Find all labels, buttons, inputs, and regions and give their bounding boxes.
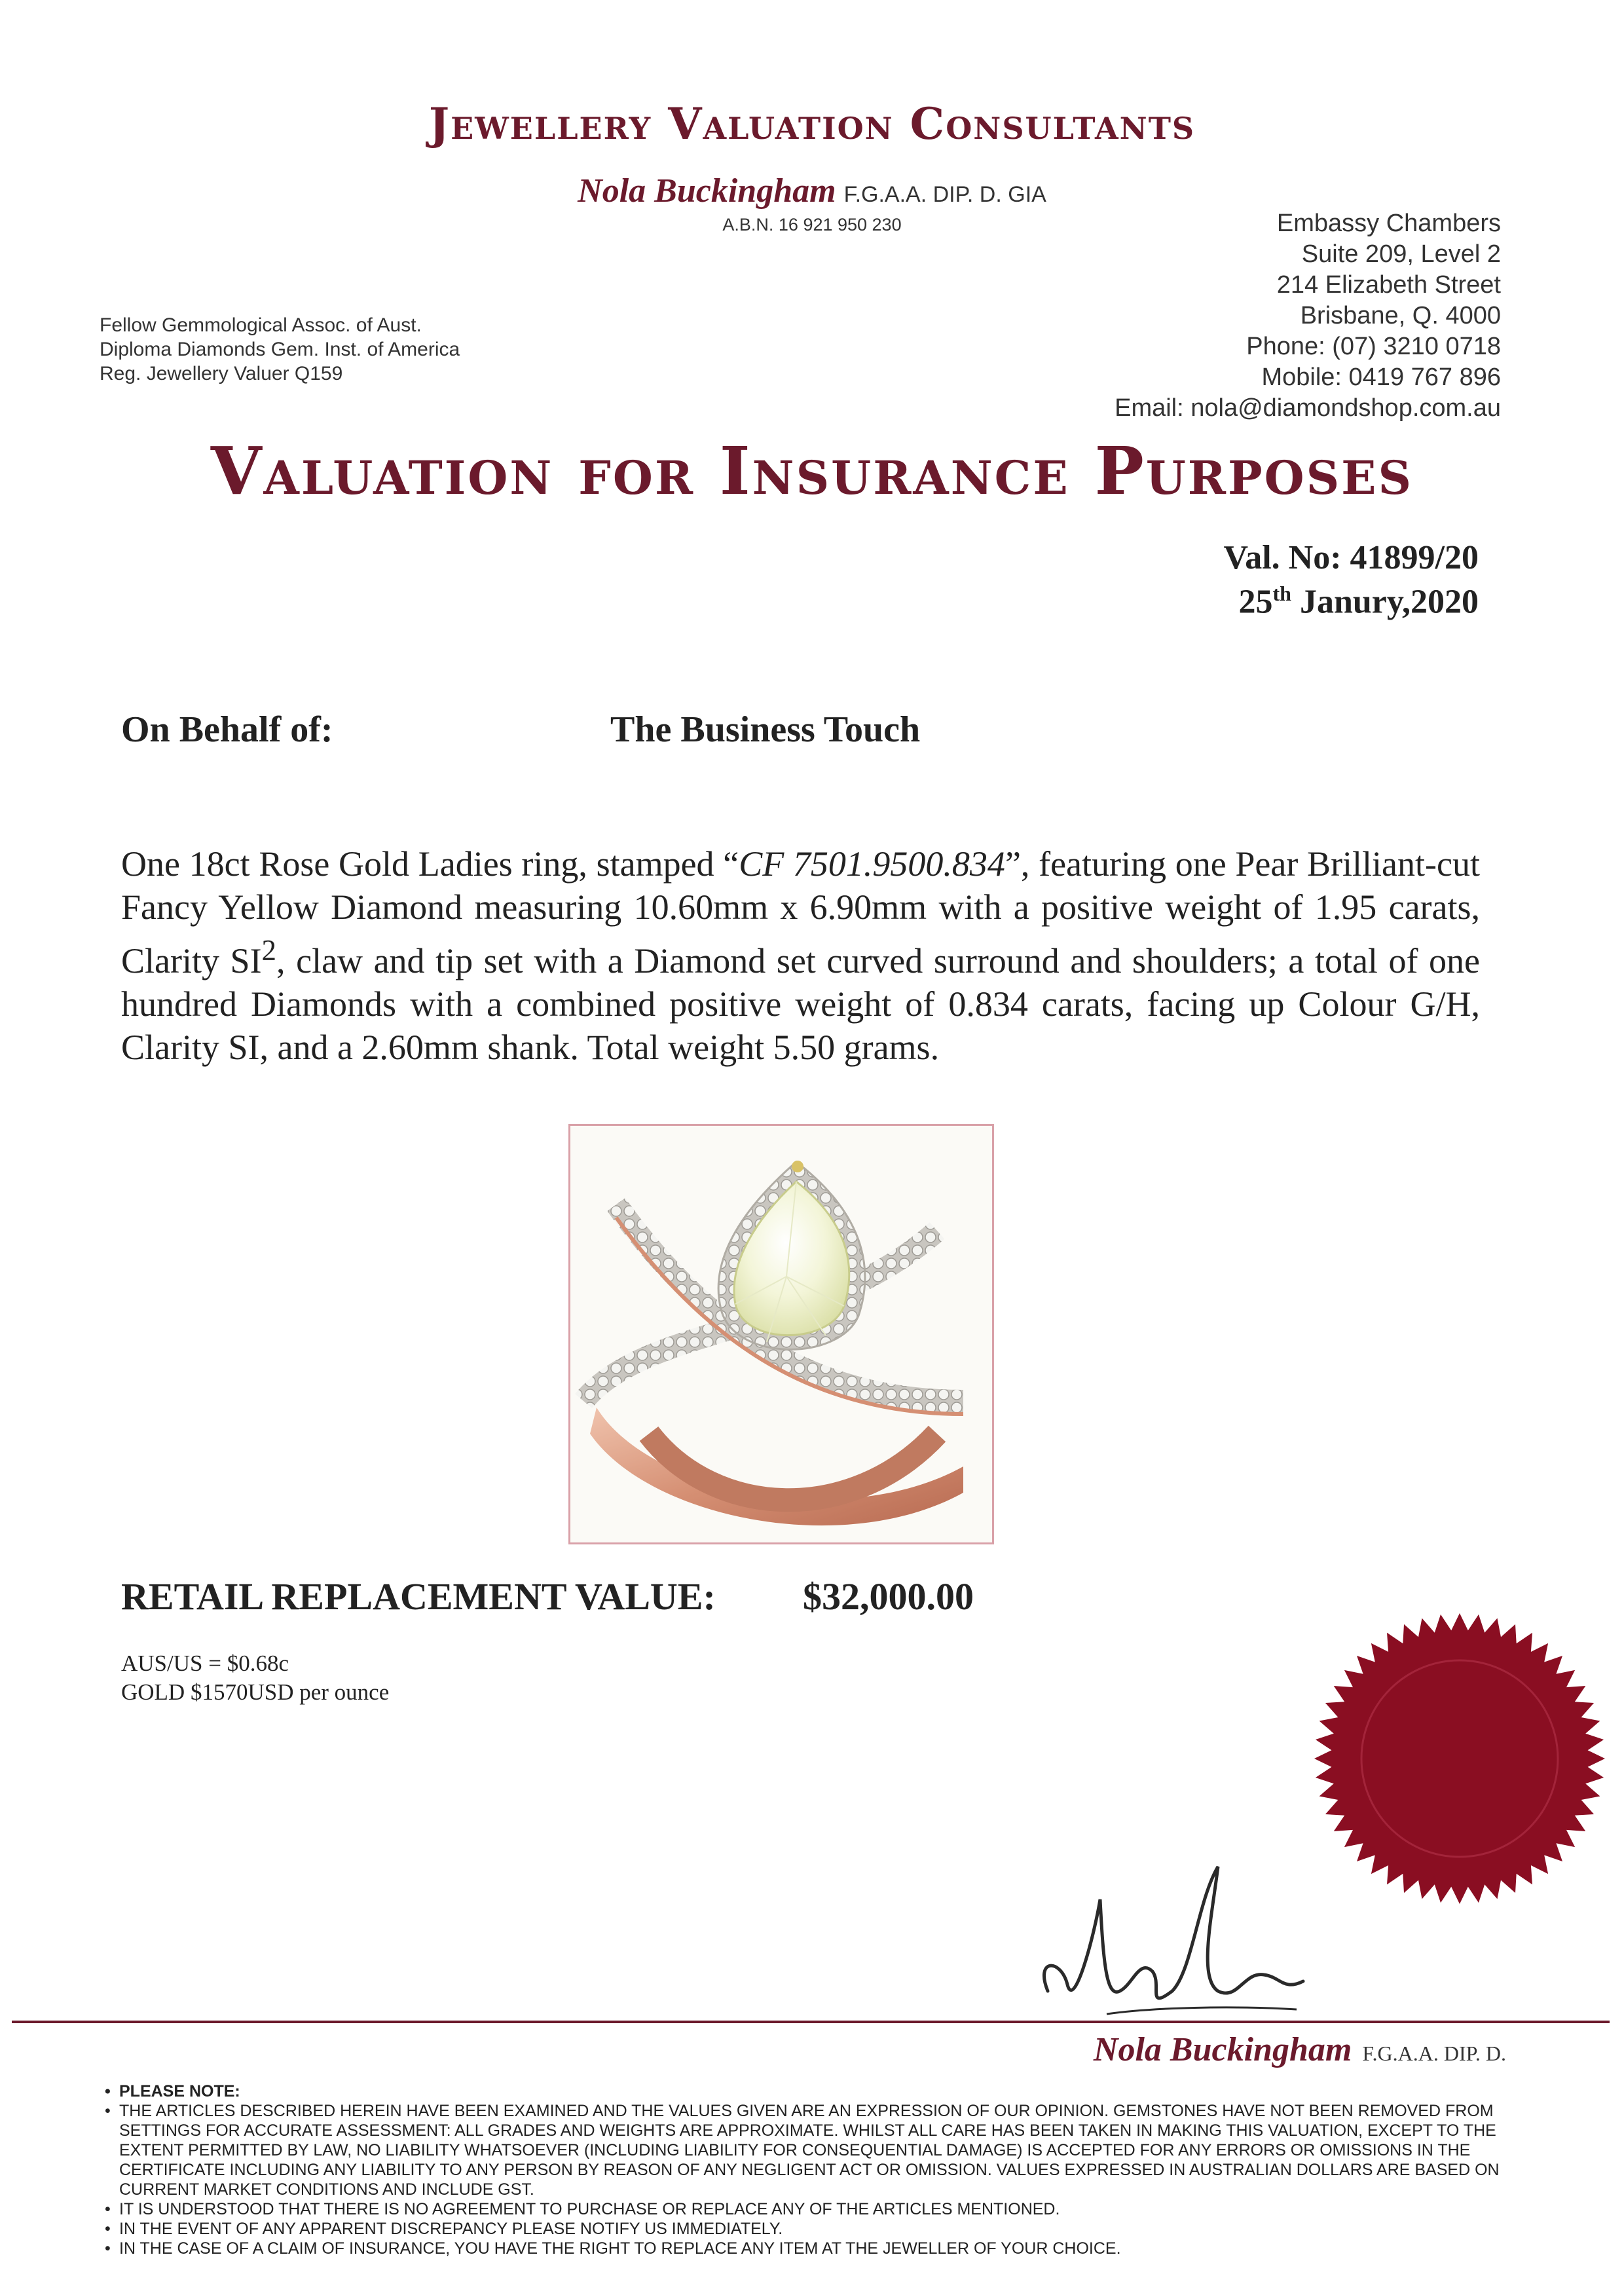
qualifications-block: [100, 313, 460, 386]
note-item: • IT IS UNDERSTOOD THAT THERE IS NO AGREEMENT TO PURCHASE OR REPLACE ANY OF THE ARTICLES MENTIONED.: [105, 2199, 1513, 2219]
address-mobile: Mobile: 0419 767 896: [1261, 364, 1501, 391]
address-building: Embassy Chambers: [1276, 210, 1501, 237]
address-suite: Suite 209, Level 2: [1301, 240, 1501, 268]
wax-seal-icon: [1312, 1611, 1607, 1906]
signer-name: Nola Buckingham: [1093, 2031, 1352, 2068]
note-item: • IN THE CASE OF A CLAIM OF INSURANCE, YOU HAVE THE RIGHT TO REPLACE ANY ITEM AT THE JEWELLER OF YOUR CHOICE.: [105, 2239, 1513, 2258]
qualification-line: Fellow Gemmological Assoc. of Aust.: [100, 314, 422, 336]
disclaimer-notes: [105, 2081, 1513, 2258]
qualification-line: Reg. Jewellery Valuer Q159: [100, 363, 343, 384]
address-email[interactable]: Email: nola@diamondshop.com.au: [1115, 394, 1501, 422]
retail-value-label: RETAIL REPLACEMENT VALUE:: [121, 1575, 716, 1618]
footer-divider: [12, 2021, 1610, 2023]
gold-price: GOLD $1570USD per ounce: [121, 1679, 390, 1705]
notes-heading: • PLEASE NOTE:: [105, 2081, 1513, 2101]
qualification-line: Diploma Diamonds Gem. Inst. of America: [100, 339, 460, 360]
date-month-year: Janury,2020: [1291, 583, 1479, 621]
valuer-qualifications: F.G.A.A. DIP. D. GIA: [843, 182, 1046, 207]
valuation-number: Val. No: 41899/20: [1223, 539, 1479, 576]
clarity-superscript: 2: [261, 934, 277, 967]
date-day: 25: [1238, 583, 1273, 621]
valuation-date: [1238, 582, 1479, 621]
item-description: [121, 842, 1480, 1069]
document-title: Valuation for Insurance Purposes: [210, 432, 1414, 510]
ring-photo: [568, 1124, 994, 1544]
on-behalf-label: On Behalf of:: [121, 709, 333, 750]
note-item: • THE ARTICLES DESCRIBED HEREIN HAVE BEEN EXAMINED AND THE VALUES GIVEN ARE AN EXPRESSION OF OUR OPINION. GEMSTONES HAVE NOT BEEN REMOVED FROM SETTINGS FOR ACCURATE ASSESSMENT: ALL GRADES AND WEIGHTS ARE APPROXIMATE. WHILST ALL CARE HAS BEEN TAKEN IN MAKING THIS VALUATION, EXCEPT TO THE EXTENT PERMITTED BY LAW, NO LIABILITY WHATSOEVER (INCLUDING LIABILITY FOR CONSEQUENTIAL DAMAGE) IS ACCEPTED FOR ANY ERRORS OR OMISSIONS IN THE CERTIFICATE INCLUDING ANY LIABILITY TO ANY PERSON BY REASON OF ANY NEGLIGENT ACT OR OMISSION. VALUES EXPRESSED IN AUSTRALIAN DOLLARS ARE BASED ON CURRENT MARKET CONDITIONS AND INCLUDE GST.: [105, 2101, 1513, 2199]
exchange-rate: AUS/US = $0.68c: [121, 1651, 289, 1676]
description-text: , claw and tip set with a Diamond set curved surround and shoulders; a total of one hundred Diamonds with a combined positive weight of 0.834 carats, facing up Colour G/H, Clarity SI, and a 2.60mm shank. Total weight 5.50 grams.: [121, 941, 1480, 1067]
date-suffix: th: [1272, 582, 1291, 605]
address-block: [1115, 208, 1501, 424]
stamp-code: CF 7501.9500.834: [739, 844, 1005, 884]
valuer-line: [0, 172, 1624, 210]
ring-illustration: [570, 1126, 992, 1542]
seal-body: [1314, 1613, 1605, 1904]
description-text: One 18ct Rose Gold Ladies ring, stamped “: [121, 844, 739, 884]
note-item: • IN THE EVENT OF ANY APPARENT DISCREPANCY PLEASE NOTIFY US IMMEDIATELY.: [105, 2219, 1513, 2239]
address-street: 214 Elizabeth Street: [1276, 271, 1501, 299]
address-phone: Phone: (07) 3210 0718: [1246, 333, 1501, 360]
signature-icon: [1022, 1860, 1323, 2030]
signer-qualifications: F.G.A.A. DIP. D.: [1362, 2042, 1506, 2065]
abn-number: A.B.N. 16 921 950 230: [722, 215, 902, 234]
address-city: Brisbane, Q. 4000: [1300, 302, 1501, 329]
signer-line: [1094, 2030, 1506, 2069]
client-name: The Business Touch: [610, 709, 921, 750]
description-text: ”, featuring one Pear Brilliant-cut Fancy Yellow Diamond measuring 10.60mm x 6.90mm with a positive weight of 1.95 carats, Clarity SI: [121, 844, 1480, 980]
retail-value-amount: $32,000.00: [803, 1575, 974, 1618]
valuer-name: Nola Buckingham: [578, 172, 836, 210]
company-name: Jewellery Valuation Consultants: [428, 98, 1196, 149]
